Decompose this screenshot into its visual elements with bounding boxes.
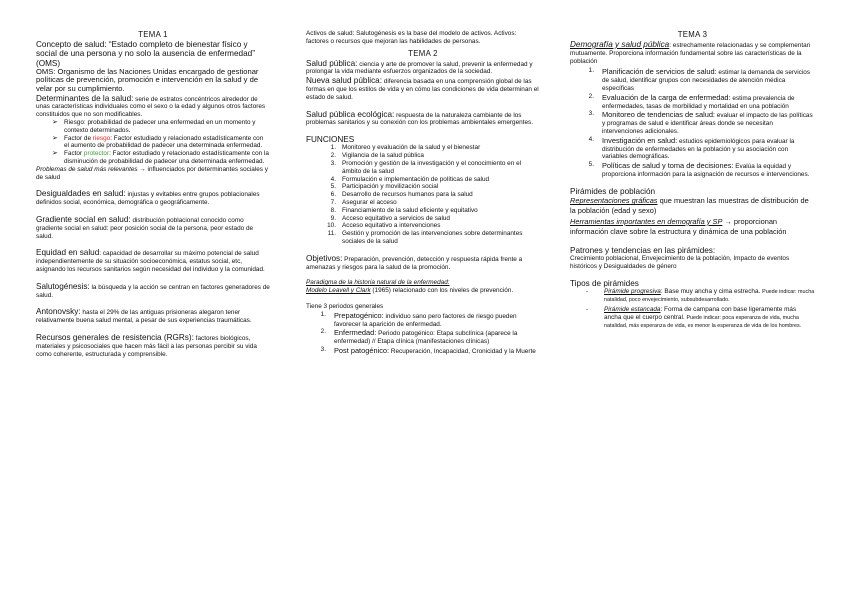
desigualdades-paragraph: Desigualdades en salud: injustas y evitables entre grupos poblacionales definidos social, económica, demográfica o geográficamente. (36, 189, 260, 207)
list-item (306, 346, 540, 356)
arrow-bullet-icon: ➢ (52, 134, 58, 142)
tema-1-title: TEMA 1 (138, 30, 168, 39)
piramide-estancada-item: - Pirámide estancada: Forma de campana con base ligeramente más ancha que el cuerpo central. Puede indicar: poca esperanza de vida, mucha natalidad, más esperanza de vida, es menor la esperanza de vida de los hombres. (586, 306, 802, 330)
list-item-text: Asegurar el acceso (342, 199, 397, 207)
list-item-text: Investigación en salud: estudios epidemiológicos para evaluar la distribución de enfermedades en la población y su asociación con variables demográficas. (602, 135, 795, 161)
list-item (306, 144, 540, 152)
list-item (570, 136, 815, 161)
list-item (306, 183, 540, 191)
list-item (306, 328, 540, 346)
objetivos-paragraph: Objetivos: Preparación, prevención, detección y respuesta rápida frente a amenazas y riesgos para la salud de la promoción. (306, 253, 523, 271)
activos-paragraph: Activos de salud: Salutogénesis es la base del modelo de activos. Activos: factores o recursos que mejoran las habilidades de personas. (306, 30, 517, 45)
salud-publica-paragraph: Salud pública: ciencia y arte de promover la salud, prevenir la enfermedad y prolongar la vida mediante esfuerzos organizados de la sociedad. (306, 58, 533, 76)
list-item-number: 6. (330, 191, 336, 199)
list-item-text: Promoción y gestión de la investigación y el conocimiento en el ámbito de la salud (342, 160, 522, 175)
list-item-number: 1. (588, 67, 594, 75)
list-item-number: 1. (330, 144, 336, 152)
list-item-text: Monitoreo y evaluación de la salud y el bienestar (342, 144, 481, 152)
determinantes-heading: Determinantes de la salud: (36, 93, 134, 103)
list-item-number: 7. (330, 199, 336, 207)
list-item (306, 160, 540, 176)
list-item-text: Acceso equitativo a servicios de salud (342, 214, 450, 222)
list-item-text: Prepatogénico: individuo sano pero factores de riesgo pueden favorecer la aparición de enfermedad. (334, 310, 517, 328)
list-item-number: 5. (330, 183, 336, 191)
list-item-number: 9. (330, 214, 336, 222)
funciones-list (306, 144, 540, 245)
list-item-text: Desarrollo de recursos humanos para la salud (342, 191, 473, 199)
list-item (570, 161, 815, 179)
problemas-paragraph: Problemas de salud más relevantes → influenciados por determinantes sociales y de salud (36, 165, 268, 181)
list-item-text: Vigilancia de la salud pública (342, 152, 424, 160)
patrones-body: Crecimiento poblacional, Envejecimiento de la población, Impacto de eventos históricos y Desigualdades de género (570, 254, 790, 270)
column-tema-2 (306, 30, 540, 356)
determinantes-paragraph: Determinantes de la salud: serie de estratos concéntricos alrededor de unas características individuales como el sexo o la edad y algunos otros factores constituidos que no son modificables. (36, 93, 266, 119)
bullet-riesgo: ➢ Riesgo: probabilidad de padecer una enfermedad en un momento y contexto determinados. (52, 119, 256, 134)
list-item-text: Evaluación de la carga de enfermedad: estima prevalencia de enfermedades, tasas de morbilidad y mortalidad en una población (602, 92, 795, 110)
list-item (306, 311, 540, 329)
tema-2-title: TEMA 2 (408, 48, 438, 58)
bullet-factor-protector: ➢ Factor protector: Factor estudiado y relacionado estadísticamente con la disminución de probabilidad de padecer una determinada enfermedad. (52, 150, 269, 166)
list-item-text: Planificación de servicios de salud: estimar la demanda de servicios de salud, identificar grupos con necesidades de atención médica específicas (602, 67, 811, 92)
list-item-text: Formulación e implementación de políticas de salud (342, 175, 490, 183)
list-item-number: 3. (330, 160, 336, 168)
concepto-salud: Concepto de salud: “Estado completo de bienestar físico y social de una persona y no solo la ausencia de enfermedad” (OMS) (36, 40, 255, 68)
list-item-text: Monitoreo de tendencias de salud: evaluar el impacto de las políticas y programas de salud e identificar áreas donde se necesitan intervenciones adicionales. (602, 110, 813, 135)
arrow-bullet-icon: ➢ (52, 119, 58, 127)
list-item-number: 2. (588, 92, 594, 100)
list-item-number: 2. (320, 328, 326, 336)
riesgo-highlight: riesgo (92, 134, 111, 142)
list-item-number: 3. (320, 346, 326, 353)
list-item (306, 176, 540, 184)
tema-3-title: TEMA 3 (677, 30, 708, 39)
salud-publica-ecologica-paragraph: Salud pública ecológica: respuesta de la naturaleza cambiante de los problemas sanitarios y su conexión con los problemas ambientales emergentes. (306, 109, 533, 127)
list-item (306, 215, 540, 223)
list-item-number: 10. (327, 222, 336, 230)
oms-paragraph: OMS: Organismo de las Naciones Unidas encargado de gestionar políticas de prevención, promoción e intervención en la salud y de velar por su cumplimiento. (36, 66, 259, 94)
bullet-factor-riesgo: ➢ Factor de riesgo: Factor estudiado y relacionado estadísticamente con el aumento de probabilidad de padecer una determinada enfermedad. (52, 134, 264, 150)
piramides-heading: Pirámides de población (570, 186, 656, 196)
piramide-progresiva-item: - Pirámide progresiva: Base muy ancha y cima estrecha. Puede indicar: mucha natalidad, poco envejecimiento, subsubdesarrollado. (586, 287, 815, 303)
list-item-number: 8. (330, 206, 336, 214)
patrones-heading: Patrones y tendencias en las pirámides: (570, 245, 716, 255)
column-tema-1 (36, 30, 270, 358)
tema-3-list (570, 67, 815, 178)
list-item-number: 1. (320, 310, 326, 318)
list-item-text: Post patogénico: Recuperación, Incapacidad, Cronicidad y la Muerte (334, 346, 536, 355)
protector-highlight: protector (83, 150, 110, 158)
nueva-salud-publica-paragraph: Nueva salud pública: diferencia basada en una comprensión global de las formas en que los estilos de vida y en cómo las condiciones de vida determinan el estado de salud. (306, 76, 539, 101)
gradiente-paragraph: Gradiente social en salud: distribución poblacional conocido como gradiente social en salud: peor posición social de la persona, peor estado de salud. (36, 215, 254, 240)
list-item (306, 222, 540, 230)
salutogenesis-paragraph: Salutogénesis: la búsqueda y la acción se centran en factores generadores de salud. (36, 281, 270, 299)
herramientas-paragraph: Herramientas importantes en demografía y SP → proporcionan información clave sobre la estructura y dinámica de una población (570, 216, 787, 237)
list-item (306, 152, 540, 160)
list-item-text: Participación y movilización social (342, 183, 439, 191)
list-item (570, 110, 815, 135)
list-item-text: Acceso equitativo a intervenciones (342, 222, 441, 230)
periodos-list (306, 311, 540, 356)
column-tema-3 (570, 30, 815, 330)
list-item-number: 2. (330, 152, 336, 160)
list-item-number: 3. (588, 110, 594, 118)
list-item-number: 5. (588, 161, 594, 169)
equidad-paragraph: Equidad en salud: capacidad de desarrollar su máximo potencial de salud independientemente de su situación socioeconómica, estatus social, etc, asignando los recursos sanitarios según necesidad del individuo y la comunidad. (36, 248, 265, 274)
list-item (306, 207, 540, 215)
list-item (306, 230, 540, 246)
list-item-text: Enfermedad: Periodo patogénico: Etapa subclínica (aparece la enfermedad) // Etapa clínica (manifestaciones clínicas) (334, 328, 518, 346)
periodos-intro: Tiene 3 periodos generales (306, 303, 384, 311)
list-item-number: 11. (327, 230, 336, 238)
list-item (570, 93, 815, 111)
representaciones-paragraph: Representaciones gráficas que muestran las muestras de distribución de la población (edad y sexo) (570, 196, 809, 216)
paradigma-paragraph: Paradigma de la historia natural de la enfermedad: Modelo Leavell y Clark (1965) relacionado con los niveles de prevención. (306, 279, 514, 295)
demografia-paragraph: Demografía y salud pública: estrechamente relacionadas y se complementan mutuamente. Proporciona información fundamental sobre las características de la población (570, 40, 811, 65)
list-item (306, 199, 540, 207)
list-item (306, 191, 540, 199)
funciones-heading: FUNCIONES (306, 135, 355, 145)
list-item-text: Financiamiento de la salud eficiente y equitativo (342, 206, 478, 214)
antonovsky-paragraph: Antonovsky: hasta el 29% de las antiguas prisioneras alegaron tener relativamente buena salud mental, a pesar de sus experiencias traumáticas. (36, 307, 252, 325)
list-item-text: Gestión y promoción de las intervenciones sobre determinantes sociales de la salud (342, 230, 523, 246)
list-item-text: Políticas de salud y toma de decisiones: Evalúa la equidad y proporciona información para la asignación de recursos e intervenciones. (602, 161, 810, 178)
list-item-number: 4. (588, 135, 594, 143)
arrow-bullet-icon: ➢ (52, 150, 58, 158)
list-item-number: 4. (330, 175, 336, 183)
tipos-heading: Tipos de pirámides (570, 278, 639, 288)
rgr-paragraph: Recursos generales de resistencia (RGRs): factores biológicos, materiales y psicosociales que hacen más fácil a las personas percibir su vida como coherente, estructurada y comprensible. (36, 333, 257, 358)
list-item (570, 67, 815, 92)
